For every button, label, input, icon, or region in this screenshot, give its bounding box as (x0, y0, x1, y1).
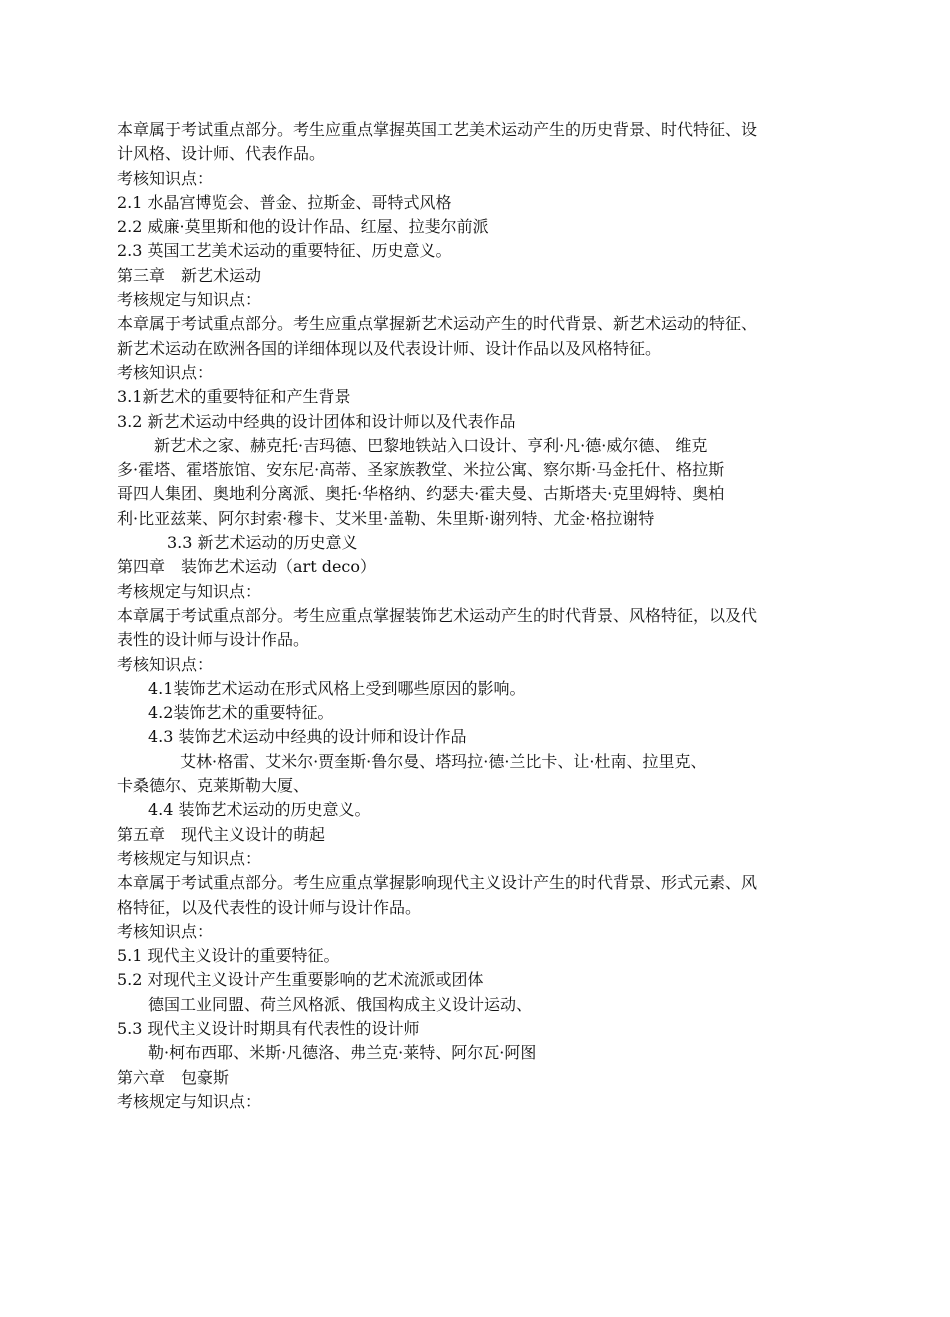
text-line: 考核知识点： (117, 168, 214, 188)
text-line: 考核规定与知识点： (117, 1091, 262, 1111)
text-line: 2.3 英国工艺美术运动的重要特征、历史意义。 (117, 241, 452, 261)
text-line: 第六章 包豪斯 (117, 1067, 230, 1087)
text-line: 哥四人集团、奥地利分离派、奥托·华格纳、约瑟夫·霍夫曼、古斯塔夫·克里姆特、奥柏 (117, 484, 725, 504)
text-line: 5.1 现代主义设计的重要特征。 (117, 946, 340, 966)
text-line: 4.1装饰艺术运动在形式风格上受到哪些原因的影响。 (148, 678, 526, 698)
text-line: 表性的设计师与设计作品。 (117, 630, 310, 650)
text-line: 5.3 现代主义设计时期具有代表性的设计师 (117, 1018, 420, 1038)
text-line: 德国工业同盟、荷兰风格派、俄国构成主义设计运动、 (148, 994, 533, 1014)
text-line: 本章属于考试重点部分。考生应重点掌握影响现代主义设计产生的时代背景、形式元素、风 (117, 873, 758, 893)
text-line: 2.1 水晶宫博览会、普金、拉斯金、哥特式风格 (117, 192, 452, 212)
text-line: 第三章 新艺术运动 (117, 265, 262, 285)
text-line: 卡桑德尔、克莱斯勒大厦、 (117, 776, 310, 796)
text-line: 3.3 新艺术运动的历史意义 (167, 533, 358, 553)
text-line: 3.2 新艺术运动中经典的设计团体和设计师以及代表作品 (117, 411, 516, 431)
text-line: 新艺术之家、赫克托·吉玛德、巴黎地铁站入口设计、亨利·凡·德·威尔德、 维克 (154, 435, 708, 455)
text-line: 2.2 威廉·莫里斯和他的设计作品、红屋、拉斐尔前派 (117, 217, 489, 237)
text-line: 第四章 装饰艺术运动（art deco） (117, 557, 377, 577)
text-line: 新艺术运动在欧洲各国的详细体现以及代表设计师、设计作品以及风格特征。 (117, 338, 662, 358)
text-line: 本章属于考试重点部分。考生应重点掌握英国工艺美术运动产生的历史背景、时代特征、设 (117, 120, 758, 139)
text-line: 考核规定与知识点： (117, 848, 262, 868)
text-line: 4.3 装饰艺术运动中经典的设计师和设计作品 (148, 727, 467, 747)
text-line: 考核知识点： (117, 921, 214, 941)
text-line: 计风格、设计师、代表作品。 (117, 144, 326, 164)
text-line: 考核规定与知识点： (117, 581, 262, 601)
text-line: 本章属于考试重点部分。考生应重点掌握新艺术运动产生的时代背景、新艺术运动的特征、 (117, 314, 758, 334)
text-line: 多·霍塔、霍塔旅馆、安东尼·高蒂、圣家族教堂、米拉公寓、察尔斯·马金托什、格拉斯 (117, 460, 725, 480)
text-line: 4.2装饰艺术的重要特征。 (148, 703, 334, 723)
text-line: 4.4 装饰艺术运动的历史意义。 (148, 800, 371, 820)
text-line: 第五章 现代主义设计的萌起 (117, 824, 326, 844)
text-line: 勒·柯布西耶、米斯·凡德洛、弗兰克·莱特、阿尔瓦·阿图 (148, 1043, 537, 1063)
text-line: 考核知识点： (117, 654, 214, 674)
text-line: 本章属于考试重点部分。考生应重点掌握装饰艺术运动产生的时代背景、风格特征，以及代 (117, 605, 758, 625)
text-line: 考核规定与知识点： (117, 290, 262, 310)
text-line: 考核知识点： (117, 362, 214, 382)
document-body (117, 118, 842, 1114)
text-line: 利·比亚兹莱、阿尔封索·穆卡、艾米里·盖勒、朱里斯·谢列特、尤金·格拉谢特 (117, 508, 655, 528)
text-line: 5.2 对现代主义设计产生重要影响的艺术流派或团体 (117, 970, 484, 990)
text-line: 艾林·格雷、艾米尔·贾奎斯·鲁尔曼、塔玛拉·德·兰比卡、让·杜南、拉里克、 (180, 751, 707, 771)
text-line: 3.1新艺术的重要特征和产生背景 (117, 387, 351, 407)
text-line: 格特征，以及代表性的设计师与设计作品。 (117, 897, 422, 917)
